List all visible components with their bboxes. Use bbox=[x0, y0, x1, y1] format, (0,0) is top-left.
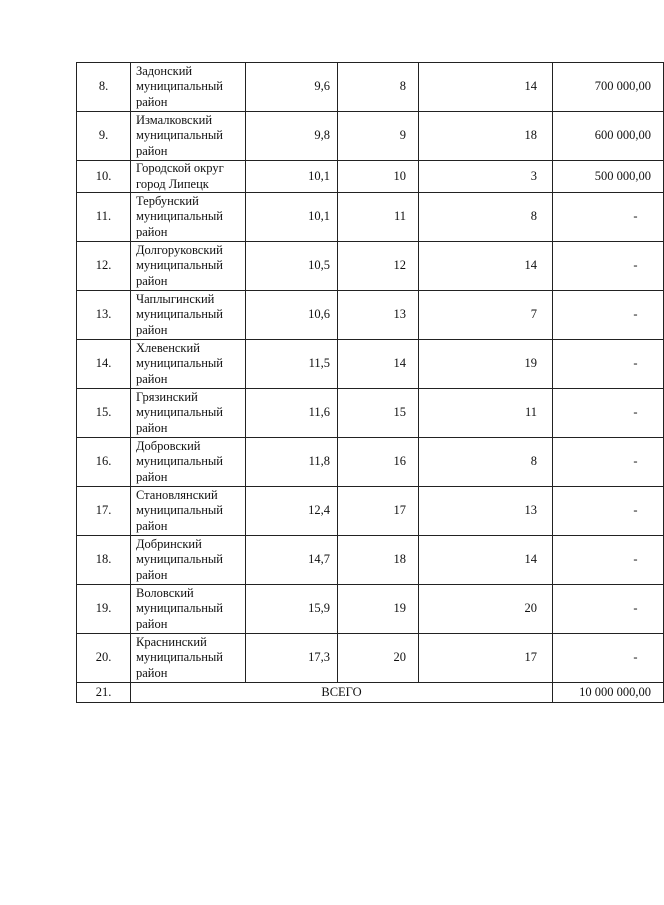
indicator-value: 10,5 bbox=[246, 242, 338, 291]
grant-sum: - bbox=[553, 536, 664, 585]
table-row bbox=[77, 487, 664, 536]
grant-sum: - bbox=[553, 438, 664, 487]
grant-sum: - bbox=[553, 291, 664, 340]
place-cell: 3 bbox=[419, 161, 553, 193]
rank-cell: 18 bbox=[338, 536, 419, 585]
place-cell: 20 bbox=[419, 585, 553, 634]
municipality-name: Городской округ город Липецк bbox=[131, 161, 246, 193]
indicator-value: 15,9 bbox=[246, 585, 338, 634]
row-number: 8. bbox=[77, 63, 131, 112]
indicator-value: 10,6 bbox=[246, 291, 338, 340]
place-cell: 14 bbox=[419, 242, 553, 291]
indicator-value: 9,6 bbox=[246, 63, 338, 112]
table-row bbox=[77, 193, 664, 242]
row-number: 12. bbox=[77, 242, 131, 291]
rank-cell: 12 bbox=[338, 242, 419, 291]
place-cell: 17 bbox=[419, 634, 553, 683]
total-label: ВСЕГО bbox=[131, 683, 553, 703]
indicator-value: 12,4 bbox=[246, 487, 338, 536]
municipality-name: Чаплыгинский муниципальный район bbox=[131, 291, 246, 340]
table-row bbox=[77, 389, 664, 438]
table-body bbox=[77, 63, 664, 683]
grant-sum: - bbox=[553, 193, 664, 242]
indicator-value: 17,3 bbox=[246, 634, 338, 683]
municipality-name: Измалковский муниципальный район bbox=[131, 112, 246, 161]
row-number: 19. bbox=[77, 585, 131, 634]
table-row bbox=[77, 161, 664, 193]
row-number: 18. bbox=[77, 536, 131, 585]
place-cell: 8 bbox=[419, 438, 553, 487]
row-number: 9. bbox=[77, 112, 131, 161]
row-number: 14. bbox=[77, 340, 131, 389]
place-cell: 14 bbox=[419, 536, 553, 585]
rank-cell: 13 bbox=[338, 291, 419, 340]
row-number: 17. bbox=[77, 487, 131, 536]
place-cell: 13 bbox=[419, 487, 553, 536]
table-row bbox=[77, 63, 664, 112]
table-row bbox=[77, 634, 664, 683]
rank-cell: 20 bbox=[338, 634, 419, 683]
place-cell: 8 bbox=[419, 193, 553, 242]
indicator-value: 10,1 bbox=[246, 161, 338, 193]
grant-sum: - bbox=[553, 340, 664, 389]
place-cell: 11 bbox=[419, 389, 553, 438]
place-cell: 7 bbox=[419, 291, 553, 340]
row-number: 10. bbox=[77, 161, 131, 193]
total-row-number: 21. bbox=[77, 683, 131, 703]
municipality-name: Становлянский муниципальный район bbox=[131, 487, 246, 536]
table-row bbox=[77, 536, 664, 585]
rank-cell: 11 bbox=[338, 193, 419, 242]
allocation-table bbox=[76, 62, 664, 703]
rank-cell: 9 bbox=[338, 112, 419, 161]
table-row bbox=[77, 291, 664, 340]
municipality-name: Долгоруковский муниципальный район bbox=[131, 242, 246, 291]
total-sum: 10 000 000,00 bbox=[553, 683, 664, 703]
grant-sum: 500 000,00 bbox=[553, 161, 664, 193]
grant-sum: - bbox=[553, 242, 664, 291]
indicator-value: 11,6 bbox=[246, 389, 338, 438]
grant-sum: - bbox=[553, 389, 664, 438]
municipality-name: Воловский муниципальный район bbox=[131, 585, 246, 634]
grant-sum: 600 000,00 bbox=[553, 112, 664, 161]
rank-cell: 19 bbox=[338, 585, 419, 634]
rank-cell: 8 bbox=[338, 63, 419, 112]
table-row bbox=[77, 340, 664, 389]
row-number: 16. bbox=[77, 438, 131, 487]
table-row bbox=[77, 112, 664, 161]
indicator-value: 10,1 bbox=[246, 193, 338, 242]
indicator-value: 9,8 bbox=[246, 112, 338, 161]
municipality-name: Краснинский муниципальный район bbox=[131, 634, 246, 683]
total-row bbox=[77, 683, 664, 703]
indicator-value: 14,7 bbox=[246, 536, 338, 585]
row-number: 13. bbox=[77, 291, 131, 340]
municipality-name: Добровский муниципальный район bbox=[131, 438, 246, 487]
table-row bbox=[77, 585, 664, 634]
place-cell: 14 bbox=[419, 63, 553, 112]
row-number: 11. bbox=[77, 193, 131, 242]
grant-sum: 700 000,00 bbox=[553, 63, 664, 112]
indicator-value: 11,8 bbox=[246, 438, 338, 487]
rank-cell: 10 bbox=[338, 161, 419, 193]
municipality-name: Добринский муниципальный район bbox=[131, 536, 246, 585]
table-row bbox=[77, 242, 664, 291]
municipality-name: Задонский муниципальный район bbox=[131, 63, 246, 112]
row-number: 15. bbox=[77, 389, 131, 438]
rank-cell: 14 bbox=[338, 340, 419, 389]
grant-sum: - bbox=[553, 634, 664, 683]
municipality-name: Хлевенский муниципальный район bbox=[131, 340, 246, 389]
place-cell: 18 bbox=[419, 112, 553, 161]
place-cell: 19 bbox=[419, 340, 553, 389]
municipality-name: Тербунский муниципальный район bbox=[131, 193, 246, 242]
rank-cell: 15 bbox=[338, 389, 419, 438]
rank-cell: 17 bbox=[338, 487, 419, 536]
rank-cell: 16 bbox=[338, 438, 419, 487]
grant-sum: - bbox=[553, 585, 664, 634]
row-number: 20. bbox=[77, 634, 131, 683]
grant-sum: - bbox=[553, 487, 664, 536]
table-row bbox=[77, 438, 664, 487]
indicator-value: 11,5 bbox=[246, 340, 338, 389]
municipality-name: Грязинский муниципальный район bbox=[131, 389, 246, 438]
